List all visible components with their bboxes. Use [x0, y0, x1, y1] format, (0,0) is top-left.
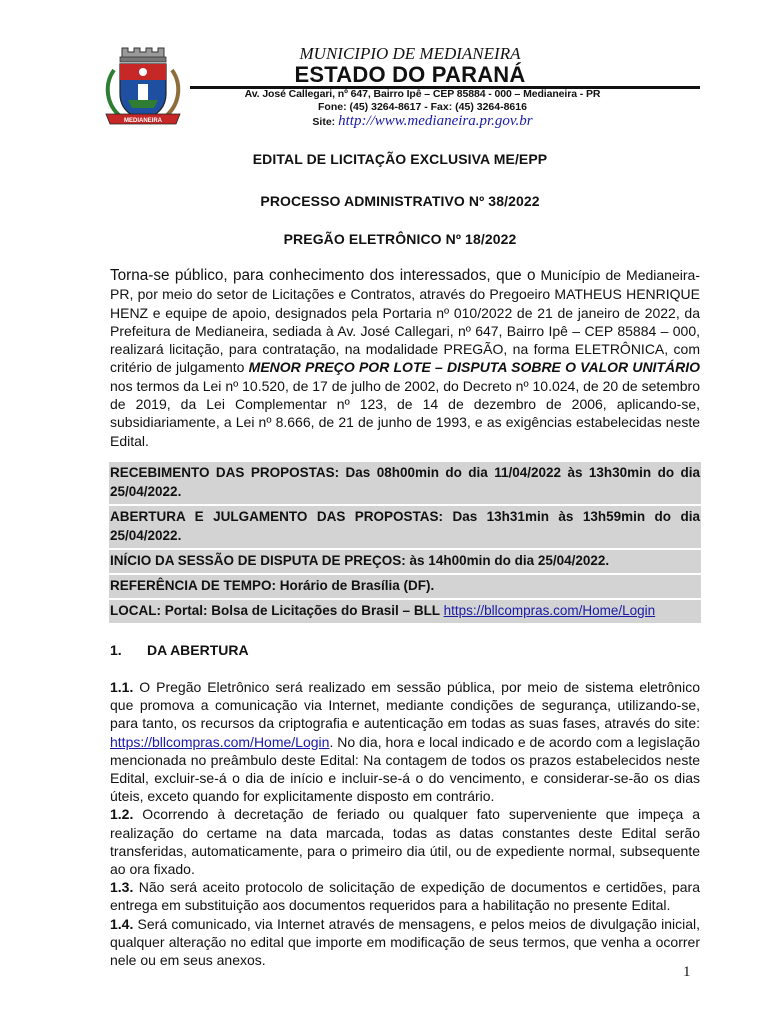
- clause-text: Não será aceito protocolo de solicitação de expedição de documentos e certidões, para entrega em substituição aos documentos requeridos para a habilitação no presente Edital.: [110, 879, 700, 914]
- coat-of-arms-icon: [100, 44, 186, 128]
- local-label: LOCAL: Portal: Bolsa de Licitações do Brasil – BLL: [110, 603, 444, 618]
- section-title: DA ABERTURA: [147, 642, 249, 658]
- header-site: [190, 113, 655, 130]
- schedule-box: [109, 462, 701, 623]
- judging-criterion: MENOR PREÇO POR LOTE – DISPUTA SOBRE O VALOR UNITÁRIO: [248, 359, 700, 376]
- lead-paragraph: [110, 266, 700, 450]
- page-number: 1: [683, 964, 691, 980]
- clause-number: 1.3.: [110, 879, 134, 896]
- clause-text: Será comunicado, via Internet através de mensagens, e pelos meios de divulgação inicial, qualquer alteração no edital que importe em modificação de seus termos, que venha a ocorrer nele ou em seus anexos.: [110, 915, 700, 969]
- header-phone: Fone: (45) 3264-8617 - Fax: (45) 3264-8616: [318, 101, 527, 113]
- clauses: [110, 678, 700, 969]
- clause-1-1: [110, 678, 700, 805]
- inicio-row: INÍCIO DA SESSÃO DE DISPUTA DE PREÇOS: às 14h00min do dia 25/04/2022.: [110, 553, 610, 568]
- referencia-row: REFERÊNCIA DE TEMPO: Horário de Brasília (DF).: [110, 578, 435, 593]
- local-row: [109, 600, 701, 623]
- clause-number: 1.2.: [110, 806, 134, 823]
- clause-number: 1.4.: [110, 915, 134, 932]
- bll-login-link[interactable]: https://bllcompras.com/Home/Login: [443, 603, 656, 618]
- clause-1-2: [110, 805, 700, 878]
- section-heading: [110, 642, 249, 658]
- bll-site-link[interactable]: https://bllcompras.com/Home/Login: [110, 733, 330, 750]
- lead-part2: Município de Medianeira-PR, por meio do setor de Licitações e Contratos, através do Pregoeiro MATHEUS HENRIQUE HENZ e equipe de apoio, designados pela Portaria nº 010/2022 de 21 de janeiro de 2022, da Prefeitura de Medianeira, sediada à Av. José Callegari, nº 647, Bairro Ipê – CEP 85884 – 000, realizará licitação, para contratação, na modalidade PREGÃO, na forma ELETRÔNICA, com critério de julgamento: [110, 267, 700, 376]
- clause-text: O Pregão Eletrônico será realizado em sessão pública, por meio de sistema eletrônico que promova a comunicação via Internet, mediante condições de segurança, utilizando-se, para tanto, os recursos da criptografia e autenticação em todas as suas fases, através do site:: [110, 679, 700, 732]
- crest-ribbon-text: MEDIANEIRA: [123, 118, 163, 124]
- lead-part1: Torna-se público, para conhecimento dos interessados, que o: [110, 267, 536, 284]
- clause-number: 1.1.: [110, 679, 134, 695]
- site-label: Site:: [312, 116, 336, 128]
- municipality-name: MUNICIPIO DE MEDIANEIRA: [299, 44, 521, 63]
- processo-title: PROCESSO ADMINISTRATIVO Nº 38/2022: [260, 193, 540, 209]
- abertura-row: ABERTURA E JULGAMENTO DAS PROPOSTAS: Das 13h31min às 13h59min do dia 25/04/2022.: [110, 509, 700, 543]
- site-link[interactable]: http://www.medianeira.pr.gov.br: [338, 113, 533, 129]
- clause-text: Ocorrendo à decretação de feriado ou qualquer fato superveniente que impeça a realização do certame na data marcada, todas as datas constantes deste Edital serão transferidas, automaticamente, para o primeiro dia útil, ou de expediente normal, subsequente ao ora fixado.: [110, 806, 700, 878]
- pregao-title: PREGÃO ELETRÔNICO Nº 18/2022: [283, 231, 517, 247]
- section-number: 1.: [110, 642, 122, 658]
- lead-part3: nos termos da Lei nº 10.520, de 17 de julho de 2002, do Decreto nº 10.024, de 20 de setembro de 2019, da Lei Complementar nº 123, de 14 de dezembro de 2006, aplicando-se, subsidiariamente, a Lei nº 8.666, de 21 de junho de 1993, e as exigências estabelecidas neste Edital.: [110, 377, 700, 449]
- clause-text: . No dia, hora e local indicado e de acordo com a legislação mencionada no preâmbulo deste Edital: Na contagem de todos os prazos estabelecidos neste Edital, excluir-se-á o dia de início e incluir-se-á o do vencimento, e considerar-se-ão os dias úteis, exceto quando for explicitamente disposto em contrário.: [110, 733, 700, 805]
- header-address: Av. José Callegari, nº 647, Bairro Ipê – CEP 85884 - 000 – Medianeira - PR: [244, 88, 601, 100]
- clause-1-3: [110, 878, 700, 914]
- recebimento-row: RECEBIMENTO DAS PROPOSTAS: Das 08h00min do dia 11/04/2022 às 13h30min do dia 25/04/2022.: [110, 465, 700, 499]
- clause-1-4: [110, 915, 700, 970]
- edital-title: EDITAL DE LICITAÇÃO EXCLUSIVA ME/EPP: [252, 151, 548, 167]
- state-name: ESTADO DO PARANÁ: [294, 62, 526, 87]
